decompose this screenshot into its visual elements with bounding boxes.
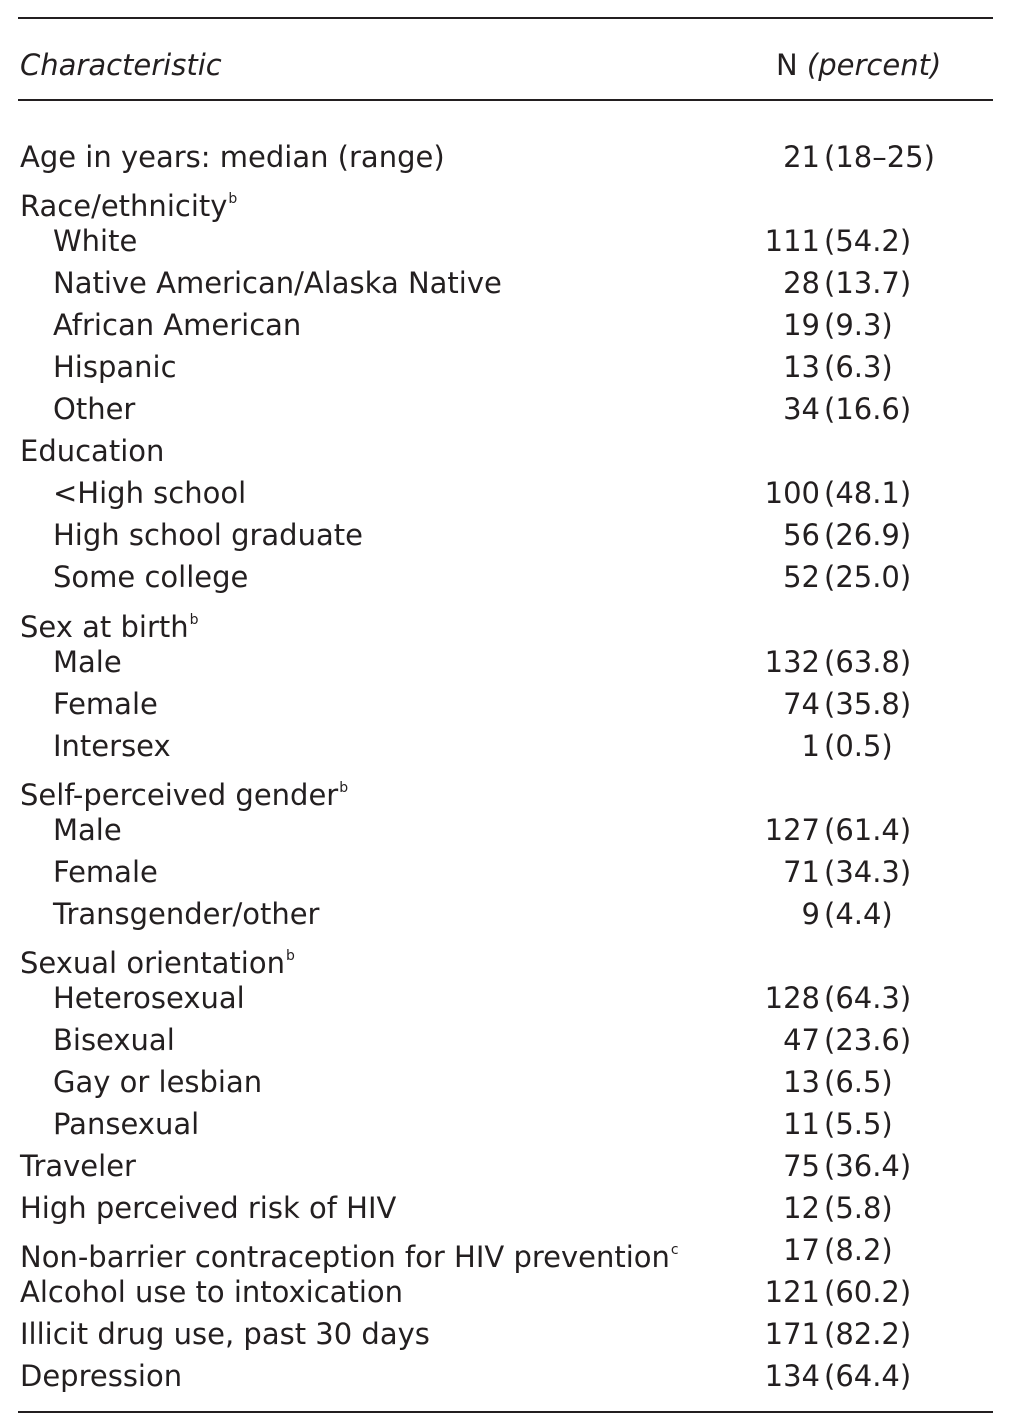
row-percent: (5.5) (824, 1107, 893, 1142)
row-count: 11 (783, 1107, 820, 1142)
row-count: 74 (783, 686, 820, 721)
row-percent: (18–25) (824, 140, 935, 174)
row-count: 134 (764, 1359, 820, 1394)
table-row (0, 430, 1009, 472)
table-row (0, 851, 1009, 893)
table-row (0, 977, 1009, 1019)
row-label-text: Self-perceived gender (20, 777, 339, 812)
row-label (53, 641, 122, 683)
row-count: 121 (764, 1275, 820, 1310)
row-percent: (0.5) (824, 728, 893, 763)
row-label (20, 1355, 182, 1397)
row-label (20, 1271, 403, 1313)
row-label (53, 1103, 199, 1145)
row-label (53, 809, 122, 851)
row-count: 128 (764, 980, 820, 1015)
row-percent: (9.3) (824, 308, 893, 343)
table-row (0, 262, 1009, 304)
row-percent: (35.8) (824, 686, 912, 721)
row-label (53, 514, 363, 556)
row-label (53, 262, 502, 304)
table-row (0, 1187, 1009, 1229)
table-body (0, 136, 1009, 1397)
row-count: 56 (783, 518, 820, 553)
row-label (20, 1145, 136, 1187)
row-label-text: Other (53, 392, 136, 427)
table-row (0, 641, 1009, 683)
row-label-text: Female (53, 686, 158, 721)
row-label-text: Sexual orientation (20, 945, 285, 980)
row-label (53, 304, 301, 346)
header-percent: (percent) (806, 48, 942, 82)
row-percent: (6.3) (824, 350, 893, 385)
table-row (0, 1271, 1009, 1313)
row-percent: (63.8) (824, 644, 912, 679)
table-row (0, 725, 1009, 767)
row-label-text: Hispanic (53, 350, 177, 385)
row-count: 132 (764, 644, 820, 679)
row-percent: (26.9) (824, 518, 912, 553)
row-percent: (61.4) (824, 812, 912, 847)
row-label-text: Female (53, 854, 158, 889)
table-row (0, 136, 1009, 178)
row-label-text: African American (53, 308, 302, 343)
row-label-text: High perceived risk of HIV (20, 1191, 397, 1226)
row-label (53, 220, 137, 262)
row-count: 12 (783, 1191, 820, 1226)
row-percent: (82.2) (824, 1317, 912, 1352)
row-percent: (8.2) (824, 1233, 893, 1268)
table-row (0, 346, 1009, 388)
row-label-text: Race/ethnicity (20, 189, 228, 224)
row-percent: (36.4) (824, 1149, 912, 1184)
table-row (0, 178, 1009, 224)
row-percent: (34.3) (824, 854, 912, 889)
row-label (53, 1061, 262, 1103)
row-label-text: Some college (53, 560, 249, 595)
row-count: 52 (783, 560, 820, 595)
row-count: 13 (783, 350, 820, 385)
row-label (53, 346, 177, 388)
footnote-marker: b (339, 779, 349, 796)
table-row (0, 1355, 1009, 1397)
row-percent: (5.8) (824, 1191, 893, 1226)
row-count: 47 (783, 1022, 820, 1057)
row-label (53, 683, 158, 725)
row-count: 111 (764, 224, 820, 259)
row-percent: (6.5) (824, 1065, 893, 1100)
table-row (0, 472, 1009, 514)
header-characteristic: Characteristic (20, 48, 222, 82)
row-label-text: Traveler (20, 1149, 136, 1184)
header-n-percent (776, 44, 941, 86)
row-percent: (54.2) (824, 224, 912, 259)
row-label-text: Sex at birth (20, 609, 189, 644)
table-row (0, 556, 1009, 598)
row-label-text: <High school (53, 476, 247, 511)
row-label-text: Transgender/other (53, 896, 320, 931)
table-top-rule (18, 17, 993, 19)
row-label-text: Alcohol use to intoxication (20, 1275, 404, 1310)
table-bottom-rule (18, 1411, 993, 1413)
table-row (0, 1019, 1009, 1061)
row-percent: (64.4) (824, 1359, 912, 1394)
row-percent: (64.3) (824, 980, 912, 1015)
table-row (0, 220, 1009, 262)
row-label-text: Male (53, 644, 122, 679)
table-header-rule (18, 99, 993, 101)
row-percent: (23.6) (824, 1022, 912, 1057)
row-label-text: Age in years: median (range) (20, 140, 445, 174)
row-label (53, 388, 135, 430)
row-count: 127 (764, 812, 820, 847)
row-label (53, 725, 171, 767)
row-label-text: Intersex (53, 728, 171, 763)
row-label-text: Illicit drug use, past 30 days (20, 1317, 430, 1352)
footnote-marker: b (189, 611, 199, 628)
row-label (20, 1313, 430, 1355)
row-count: 19 (783, 308, 820, 343)
row-label-text: Non-barrier contraception for HIV prevention (20, 1240, 670, 1275)
table-row (0, 1145, 1009, 1187)
row-label-text: Pansexual (53, 1107, 200, 1142)
footnote-marker: b (285, 947, 295, 964)
table-row (0, 767, 1009, 812)
row-percent: (4.4) (824, 896, 893, 931)
table-row (0, 1313, 1009, 1355)
row-count: 171 (764, 1317, 820, 1352)
row-label-text: Depression (20, 1359, 183, 1394)
row-label-text: Male (53, 812, 122, 847)
table-row (0, 1103, 1009, 1145)
table-row (0, 1229, 1009, 1275)
table-row (0, 304, 1009, 346)
table-row (0, 683, 1009, 725)
row-label-text: Native American/Alaska Native (53, 266, 502, 301)
row-label-text: High school graduate (53, 518, 363, 553)
row-label (20, 136, 445, 178)
row-count: 9 (801, 896, 820, 931)
row-label (53, 556, 248, 598)
row-label (20, 1187, 396, 1229)
row-label-text: Bisexual (53, 1022, 175, 1057)
footnote-marker: c (670, 1242, 679, 1259)
row-count: 21 (783, 140, 820, 174)
table-row (0, 599, 1009, 644)
header-n: N (776, 48, 798, 82)
row-percent: (13.7) (824, 266, 912, 301)
table-row (0, 935, 1009, 980)
row-label (20, 430, 164, 472)
row-count: 71 (783, 854, 820, 889)
row-count: 13 (783, 1065, 820, 1100)
row-count: 1 (801, 728, 820, 763)
table-row (0, 514, 1009, 556)
table-row (0, 893, 1009, 935)
row-count: 100 (764, 476, 820, 511)
row-percent: (16.6) (824, 392, 912, 427)
row-count: 75 (783, 1149, 820, 1184)
table-header (0, 44, 1009, 86)
row-count: 34 (783, 392, 820, 427)
row-label (53, 893, 319, 935)
table-row (0, 809, 1009, 851)
row-label (53, 1019, 175, 1061)
row-percent: (48.1) (824, 476, 912, 511)
row-percent: (60.2) (824, 1275, 912, 1310)
row-percent: (25.0) (824, 560, 912, 595)
table-row (0, 388, 1009, 430)
row-count: 28 (783, 266, 820, 301)
row-label-text: Gay or lesbian (53, 1065, 263, 1100)
table-row (0, 1061, 1009, 1103)
row-label (53, 472, 246, 514)
row-label (53, 851, 158, 893)
row-label-text: Heterosexual (53, 980, 245, 1015)
row-label-text: White (53, 224, 138, 259)
footnote-marker: b (228, 191, 238, 208)
row-label-text: Education (20, 434, 165, 469)
row-label (53, 977, 245, 1019)
row-count: 17 (783, 1233, 820, 1268)
